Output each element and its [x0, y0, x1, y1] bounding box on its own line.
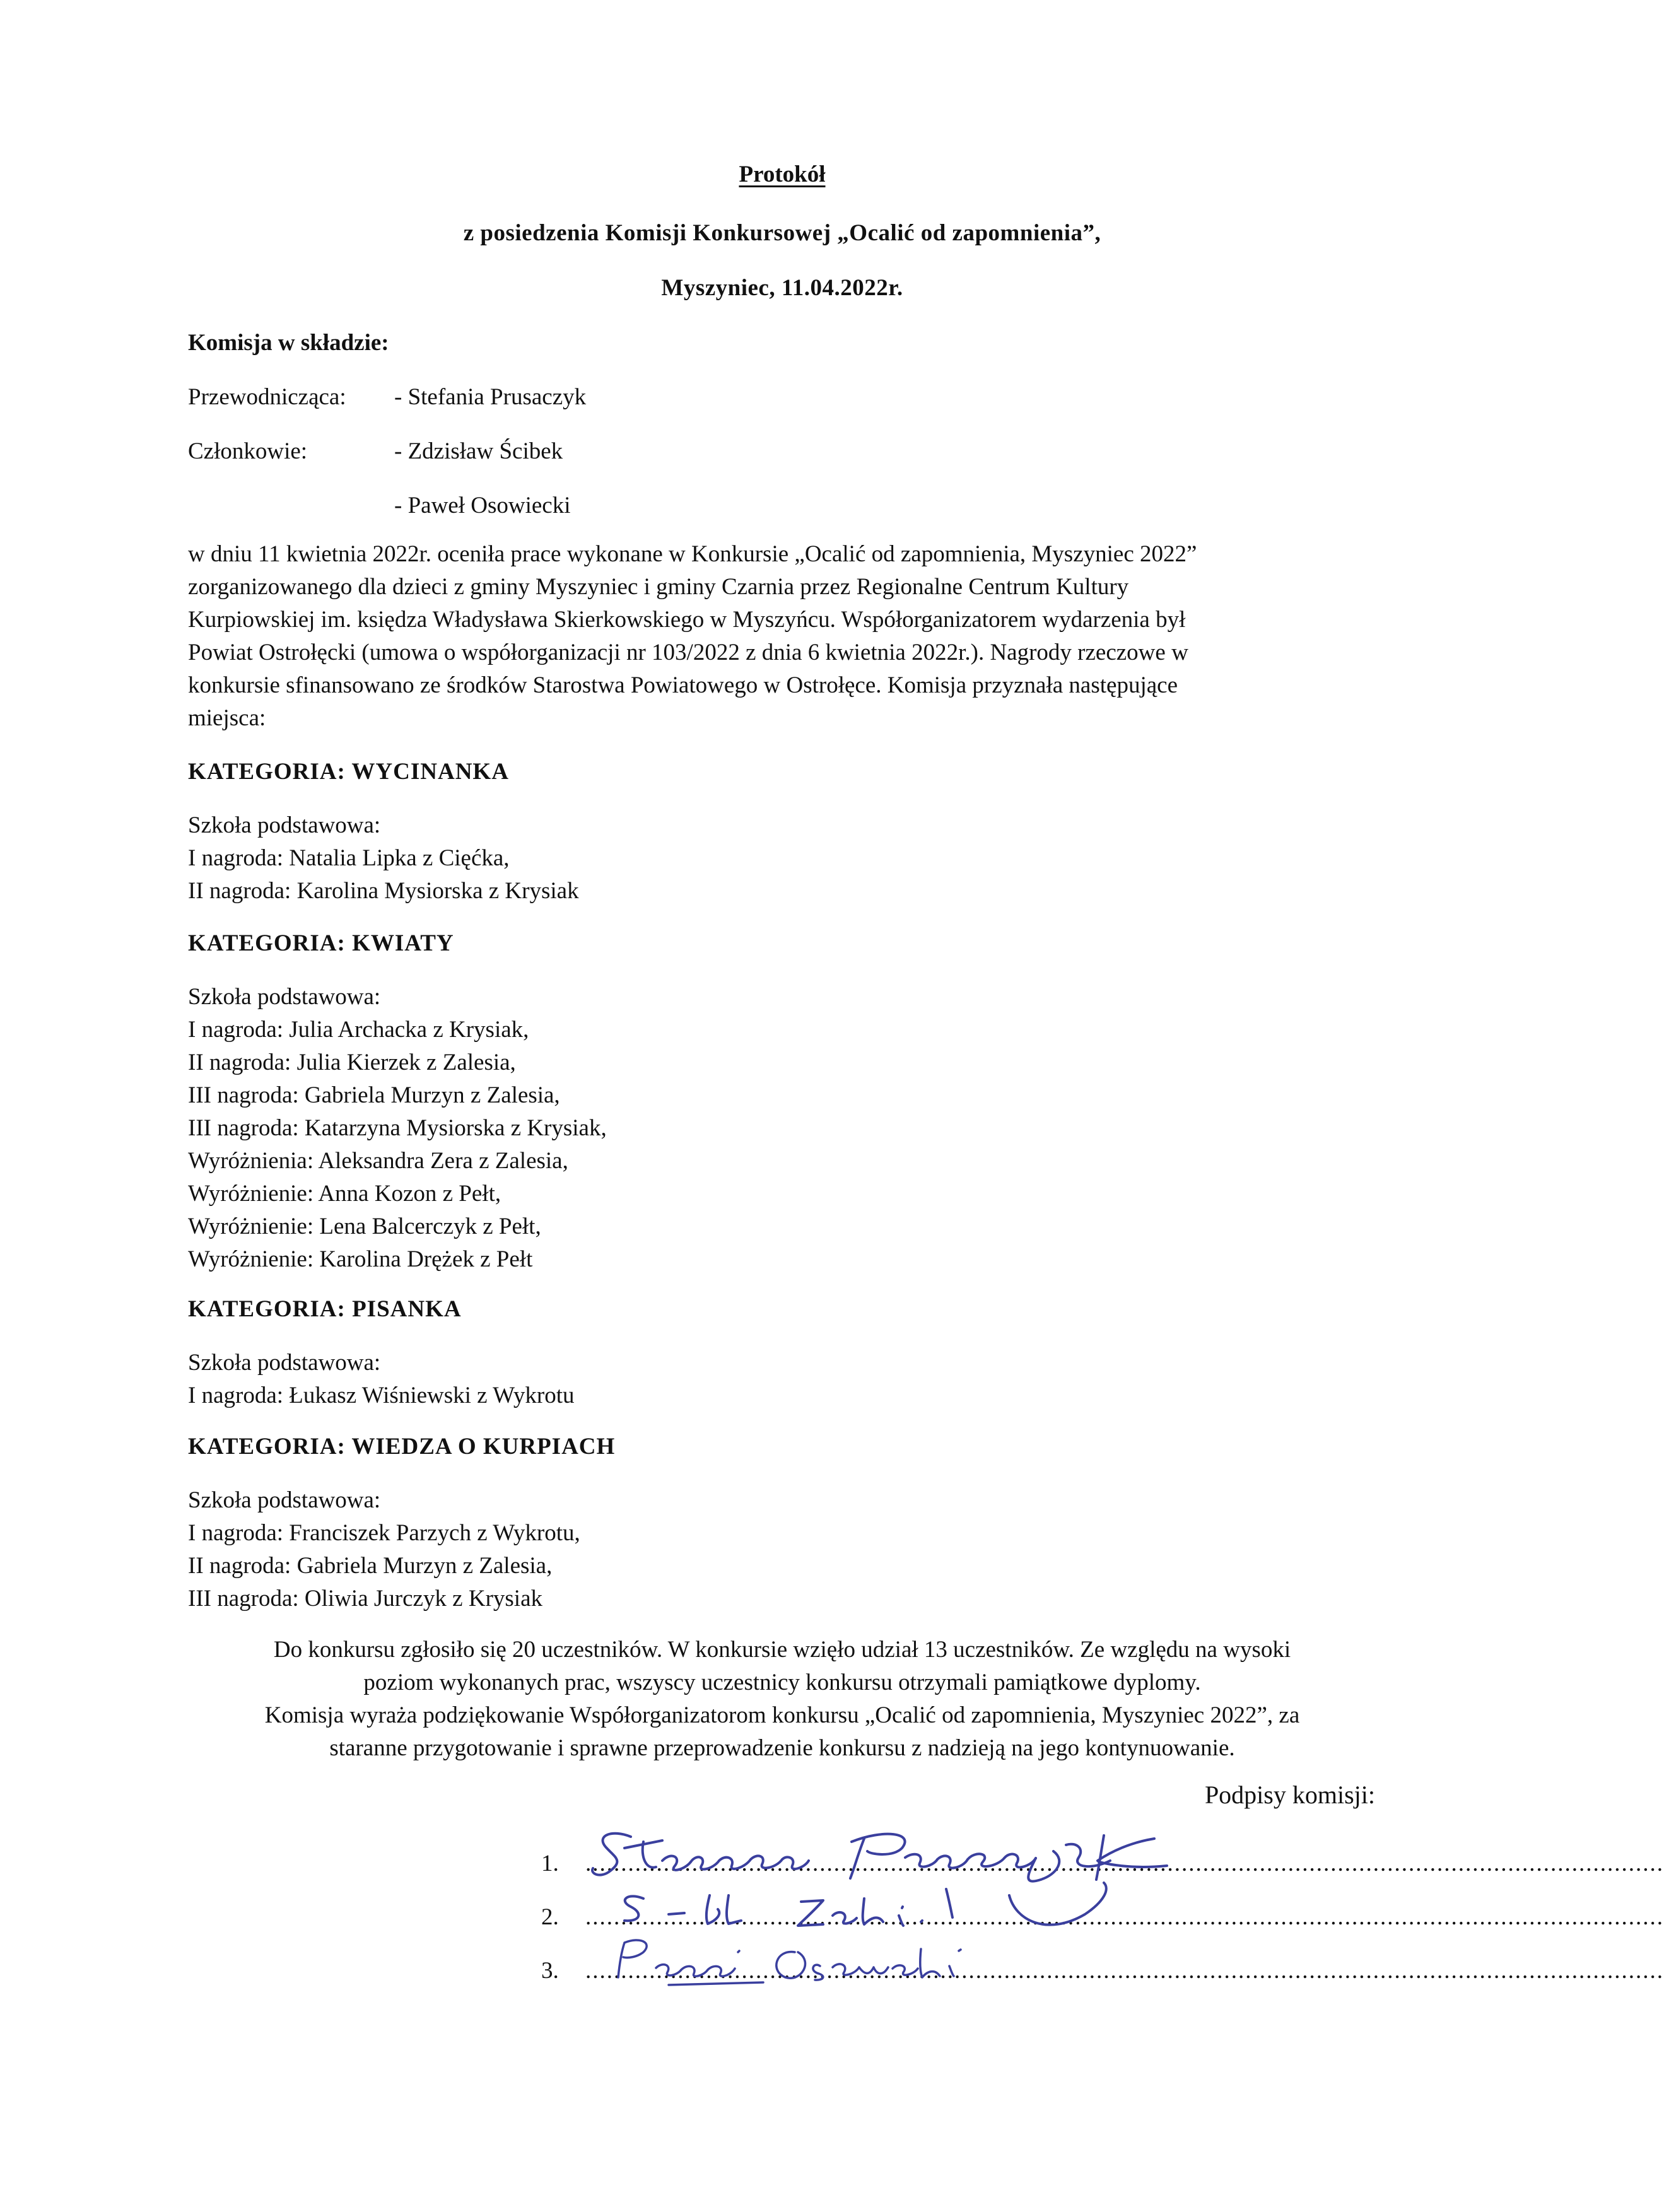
- result-line: II nagroda: Gabriela Murzyn z Zalesia,: [188, 1553, 553, 1579]
- result-line: Szkoła podstawowa:: [188, 984, 381, 1010]
- signature-dots: ........................................................................................................................................................: [585, 1958, 1664, 1984]
- category-title: KATEGORIA: WYCINANKA: [188, 759, 509, 785]
- result-line: I nagroda: Łukasz Wiśniewski z Wykrotu: [188, 1383, 575, 1408]
- handwritten-signature-3: [606, 1927, 1009, 1996]
- category-title: KATEGORIA: KWIATY: [188, 930, 454, 956]
- closing-line: Komisja wyraża podziękowanie Współorganizatorom konkursu „Ocalić od zapomnienia, Myszyniec 2022”, za: [264, 1702, 1300, 1728]
- result-line: Szkoła podstawowa:: [188, 812, 381, 838]
- intro-paragraph: [188, 538, 1393, 735]
- place-date: Myszyniec, 11.04.2022r.: [661, 275, 903, 301]
- category-results: [188, 1484, 580, 1615]
- result-line: Szkoła podstawowa:: [188, 1487, 381, 1513]
- category-results: [188, 809, 579, 908]
- paragraph-line: konkursie sfinansowano ze środków Starostwa Powiatowego w Ostrołęce. Komisja przyznała następujące: [188, 672, 1178, 698]
- category-results: [188, 981, 607, 1276]
- result-line: Szkoła podstawowa:: [188, 1350, 381, 1376]
- members-label: Członkowie:: [188, 438, 308, 464]
- chair-label: Przewodnicząca:: [188, 384, 346, 410]
- signature-dots: ........................................................................................................................................................: [585, 1904, 1664, 1930]
- paragraph-line: miejsca:: [188, 705, 266, 731]
- member-name: - Zdzisław Ścibek: [394, 438, 563, 464]
- result-line: Wyróżnienia: Aleksandra Zera z Zalesia,: [188, 1148, 568, 1174]
- result-line: I nagroda: Julia Archacka z Krysiak,: [188, 1017, 529, 1043]
- signature-number: 3.: [541, 1958, 559, 1984]
- closing-line: Do konkursu zgłosiło się 20 uczestników. W konkursie wzięło udział 13 uczestników. Ze względu na wysoki: [273, 1637, 1291, 1663]
- result-line: III nagroda: Oliwia Jurczyk z Krysiak: [188, 1586, 542, 1612]
- chair-name: - Stefania Prusaczyk: [394, 384, 587, 410]
- category-title: KATEGORIA: PISANKA: [188, 1296, 462, 1322]
- result-line: III nagroda: Katarzyna Mysiorska z Krysiak,: [188, 1115, 607, 1141]
- document-subtitle: z posiedzenia Komisji Konkursowej „Ocalić od zapomnienia”,: [463, 220, 1101, 246]
- signatures-heading: Podpisy komisji:: [1204, 1781, 1375, 1809]
- category-results: [188, 1347, 574, 1412]
- category-title: KATEGORIA: WIEDZA O KURPIACH: [188, 1434, 616, 1460]
- signature-number: 1.: [541, 1851, 559, 1876]
- closing-line: staranne przygotowanie i sprawne przeprowadzenie konkursu z nadzieją na jego kontynuowanie.: [329, 1735, 1235, 1761]
- signature-dots: ........................................................................................................................................................: [585, 1851, 1664, 1876]
- result-line: Wyróżnienie: Anna Kozon z Pełt,: [188, 1181, 501, 1207]
- result-line: II nagroda: Karolina Mysiorska z Krysiak: [188, 878, 579, 904]
- result-line: III nagroda: Gabriela Murzyn z Zalesia,: [188, 1082, 560, 1108]
- result-line: II nagroda: Julia Kierzek z Zalesia,: [188, 1050, 516, 1075]
- paragraph-line: w dniu 11 kwietnia 2022r. oceniła prace wykonane w Konkursie „Ocalić od zapomnienia, Myszyniec 2022”: [188, 541, 1197, 567]
- document-title: Protokół: [739, 161, 826, 187]
- closing-line: poziom wykonanych prac, wszyscy uczestnicy konkursu otrzymali pamiątkowe dyplomy.: [363, 1670, 1201, 1695]
- member-name: - Paweł Osowiecki: [394, 493, 571, 518]
- result-line: I nagroda: Natalia Lipka z Cięćka,: [188, 845, 510, 871]
- paragraph-line: Powiat Ostrołęcki (umowa o współorganizacji nr 103/2022 z dnia 6 kwietnia 2022r.). Nagrody rzeczowe w: [188, 640, 1188, 665]
- result-line: Wyróżnienie: Lena Balcerczyk z Pełt,: [188, 1214, 541, 1239]
- closing-paragraph: [164, 1634, 1400, 1765]
- paragraph-line: Kurpiowskiej im. księdza Władysława Skierkowskiego w Myszyńcu. Współorganizatorem wydarzenia był: [188, 607, 1186, 633]
- committee-heading: Komisja w składzie:: [188, 330, 389, 356]
- result-line: I nagroda: Franciszek Parzych z Wykrotu,: [188, 1520, 580, 1546]
- paragraph-line: zorganizowanego dla dzieci z gminy Myszyniec i gminy Czarnia przez Regionalne Centrum Kultury: [188, 574, 1129, 600]
- signature-number: 2.: [541, 1904, 559, 1930]
- result-line: Wyróżnienie: Karolina Drężek z Pełt: [188, 1246, 533, 1272]
